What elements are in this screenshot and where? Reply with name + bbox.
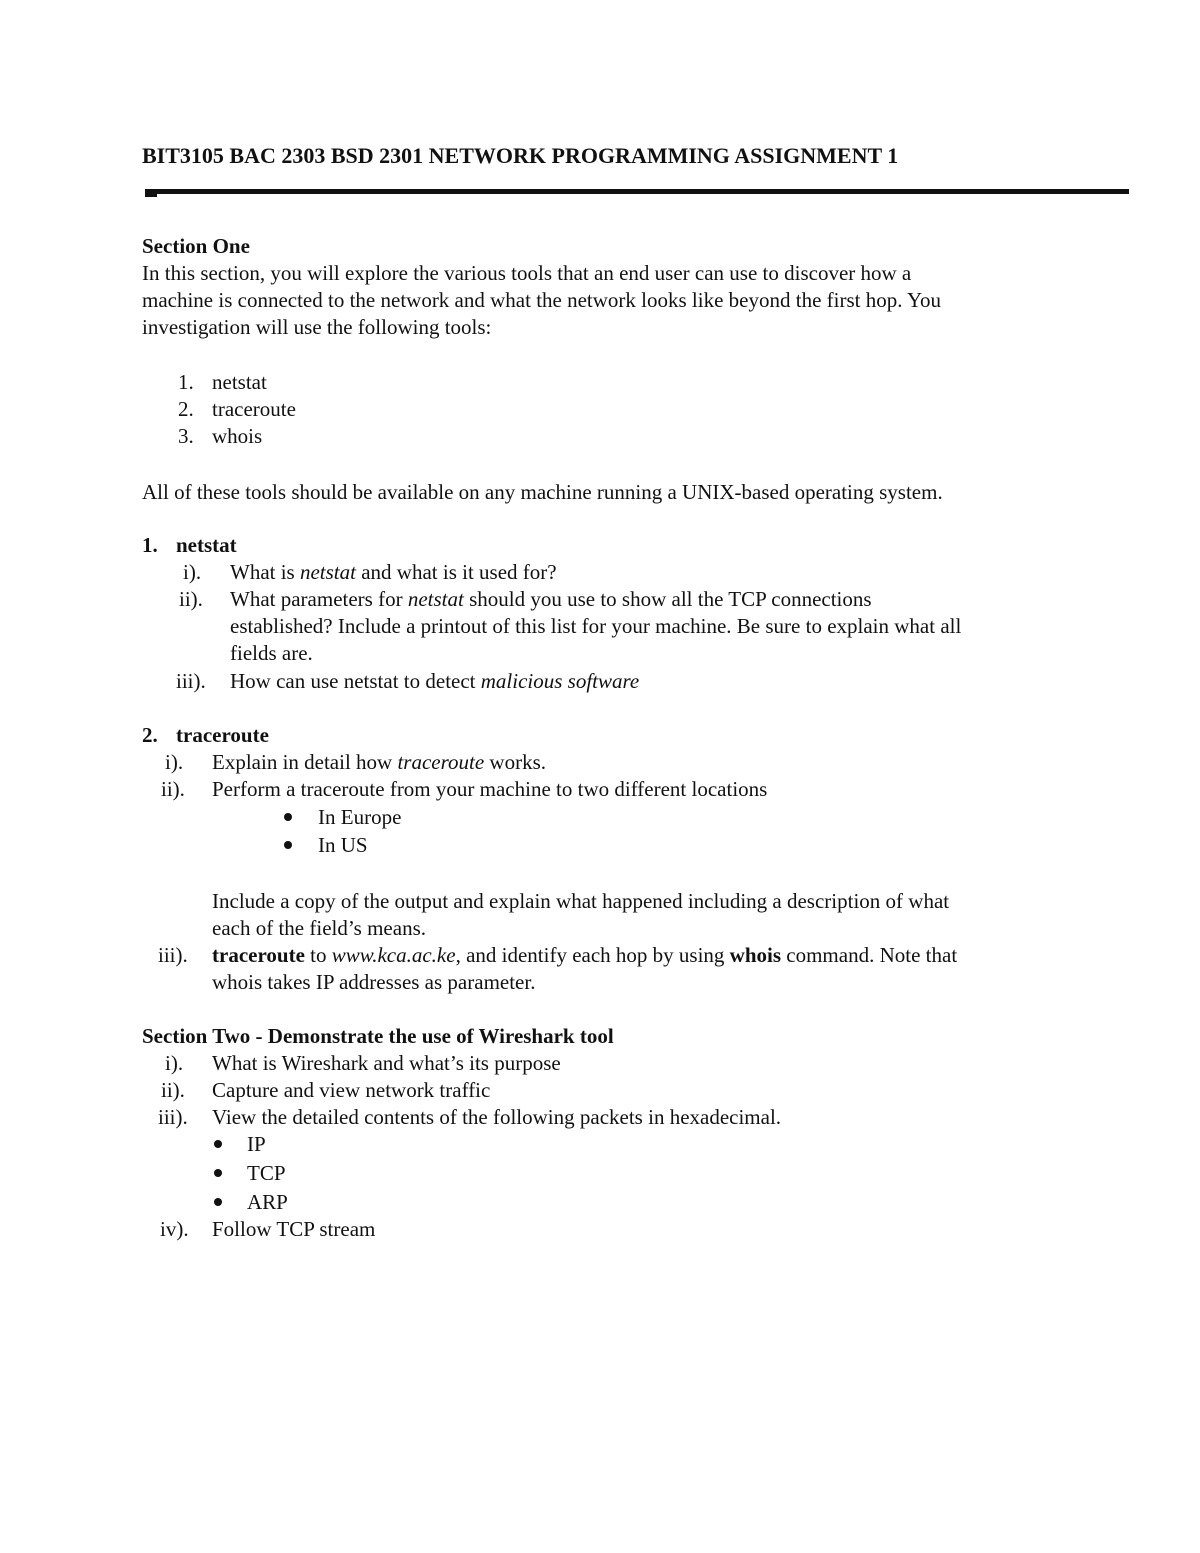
- question-number: iv).: [160, 1217, 189, 1241]
- wireshark-item: What is Wireshark and what’s its purpose: [212, 1051, 561, 1075]
- question-number: iii).: [176, 669, 206, 693]
- packet-item: TCP: [247, 1161, 286, 1185]
- packet-item: ARP: [247, 1190, 288, 1214]
- netstat-question-2-line-2: established? Include a printout of this list for your machine. Be sure to explain what all: [230, 614, 962, 638]
- bullet-icon: [284, 841, 292, 849]
- question-number: ii).: [179, 587, 203, 611]
- title-rule-end: [145, 194, 157, 197]
- netstat-heading: netstat: [176, 533, 237, 557]
- packet-item: IP: [247, 1132, 266, 1156]
- question-number: i).: [183, 560, 202, 584]
- traceroute-question-2-para-1: Include a copy of the output and explain what happened including a description of what: [212, 889, 950, 913]
- traceroute-number: 2.: [142, 723, 158, 747]
- question-number: ii).: [161, 777, 185, 801]
- netstat-question-2-line-3: fields are.: [230, 641, 313, 665]
- intro-line-3: investigation will use the following tools:: [142, 315, 492, 339]
- location-item: In Europe: [318, 805, 402, 829]
- tool-number: 3.: [178, 424, 194, 448]
- netstat-question-3: How can use netstat to detect malicious software: [230, 669, 640, 693]
- wireshark-item: View the detailed contents of the following packets in hexadecimal.: [212, 1105, 782, 1129]
- netstat-number: 1.: [142, 533, 158, 557]
- traceroute-heading: traceroute: [176, 723, 269, 747]
- bullet-icon: [214, 1169, 222, 1177]
- wireshark-item: Capture and view network traffic: [212, 1078, 491, 1102]
- bullet-icon: [214, 1140, 222, 1148]
- traceroute-question-1: Explain in detail how traceroute works.: [212, 750, 547, 774]
- title-rule: [145, 189, 1129, 194]
- traceroute-question-3: traceroute to www.kca.ac.ke, and identify each hop by using whois command. Note that: [212, 943, 958, 967]
- question-number: i).: [165, 1051, 184, 1075]
- availability-note: All of these tools should be available on any machine running a UNIX-based operating system.: [142, 480, 943, 504]
- section-one-heading: Section One: [142, 234, 250, 258]
- netstat-question-1: What is netstat and what is it used for?: [230, 560, 557, 584]
- traceroute-question-2-para-2: each of the field’s means.: [212, 916, 426, 940]
- bullet-icon: [214, 1198, 222, 1206]
- tool-name: whois: [212, 424, 263, 448]
- question-number: iii).: [158, 943, 188, 967]
- wireshark-item: Follow TCP stream: [212, 1217, 376, 1241]
- question-number: ii).: [161, 1078, 185, 1102]
- netstat-question-2: What parameters for netstat should you use to show all the TCP connections: [230, 587, 872, 611]
- tool-number: 2.: [178, 397, 194, 421]
- traceroute-question-2: Perform a traceroute from your machine to two different locations: [212, 777, 768, 801]
- tool-name: traceroute: [212, 397, 296, 421]
- question-number: i).: [165, 750, 184, 774]
- question-number: iii).: [158, 1105, 188, 1129]
- tool-number: 1.: [178, 370, 194, 394]
- section-two-heading: Section Two - Demonstrate the use of Wireshark tool: [142, 1024, 614, 1048]
- intro-line-2: machine is connected to the network and what the network looks like beyond the first hop. You: [142, 288, 942, 312]
- bullet-icon: [284, 813, 292, 821]
- location-item: In US: [318, 833, 368, 857]
- traceroute-question-3-line-2: whois takes IP addresses as parameter.: [212, 970, 536, 994]
- tool-name: netstat: [212, 370, 267, 394]
- document-title: BIT3105 BAC 2303 BSD 2301 NETWORK PROGRAMMING ASSIGNMENT 1: [142, 143, 899, 168]
- intro-line-1: In this section, you will explore the various tools that an end user can use to discover how a: [142, 261, 912, 285]
